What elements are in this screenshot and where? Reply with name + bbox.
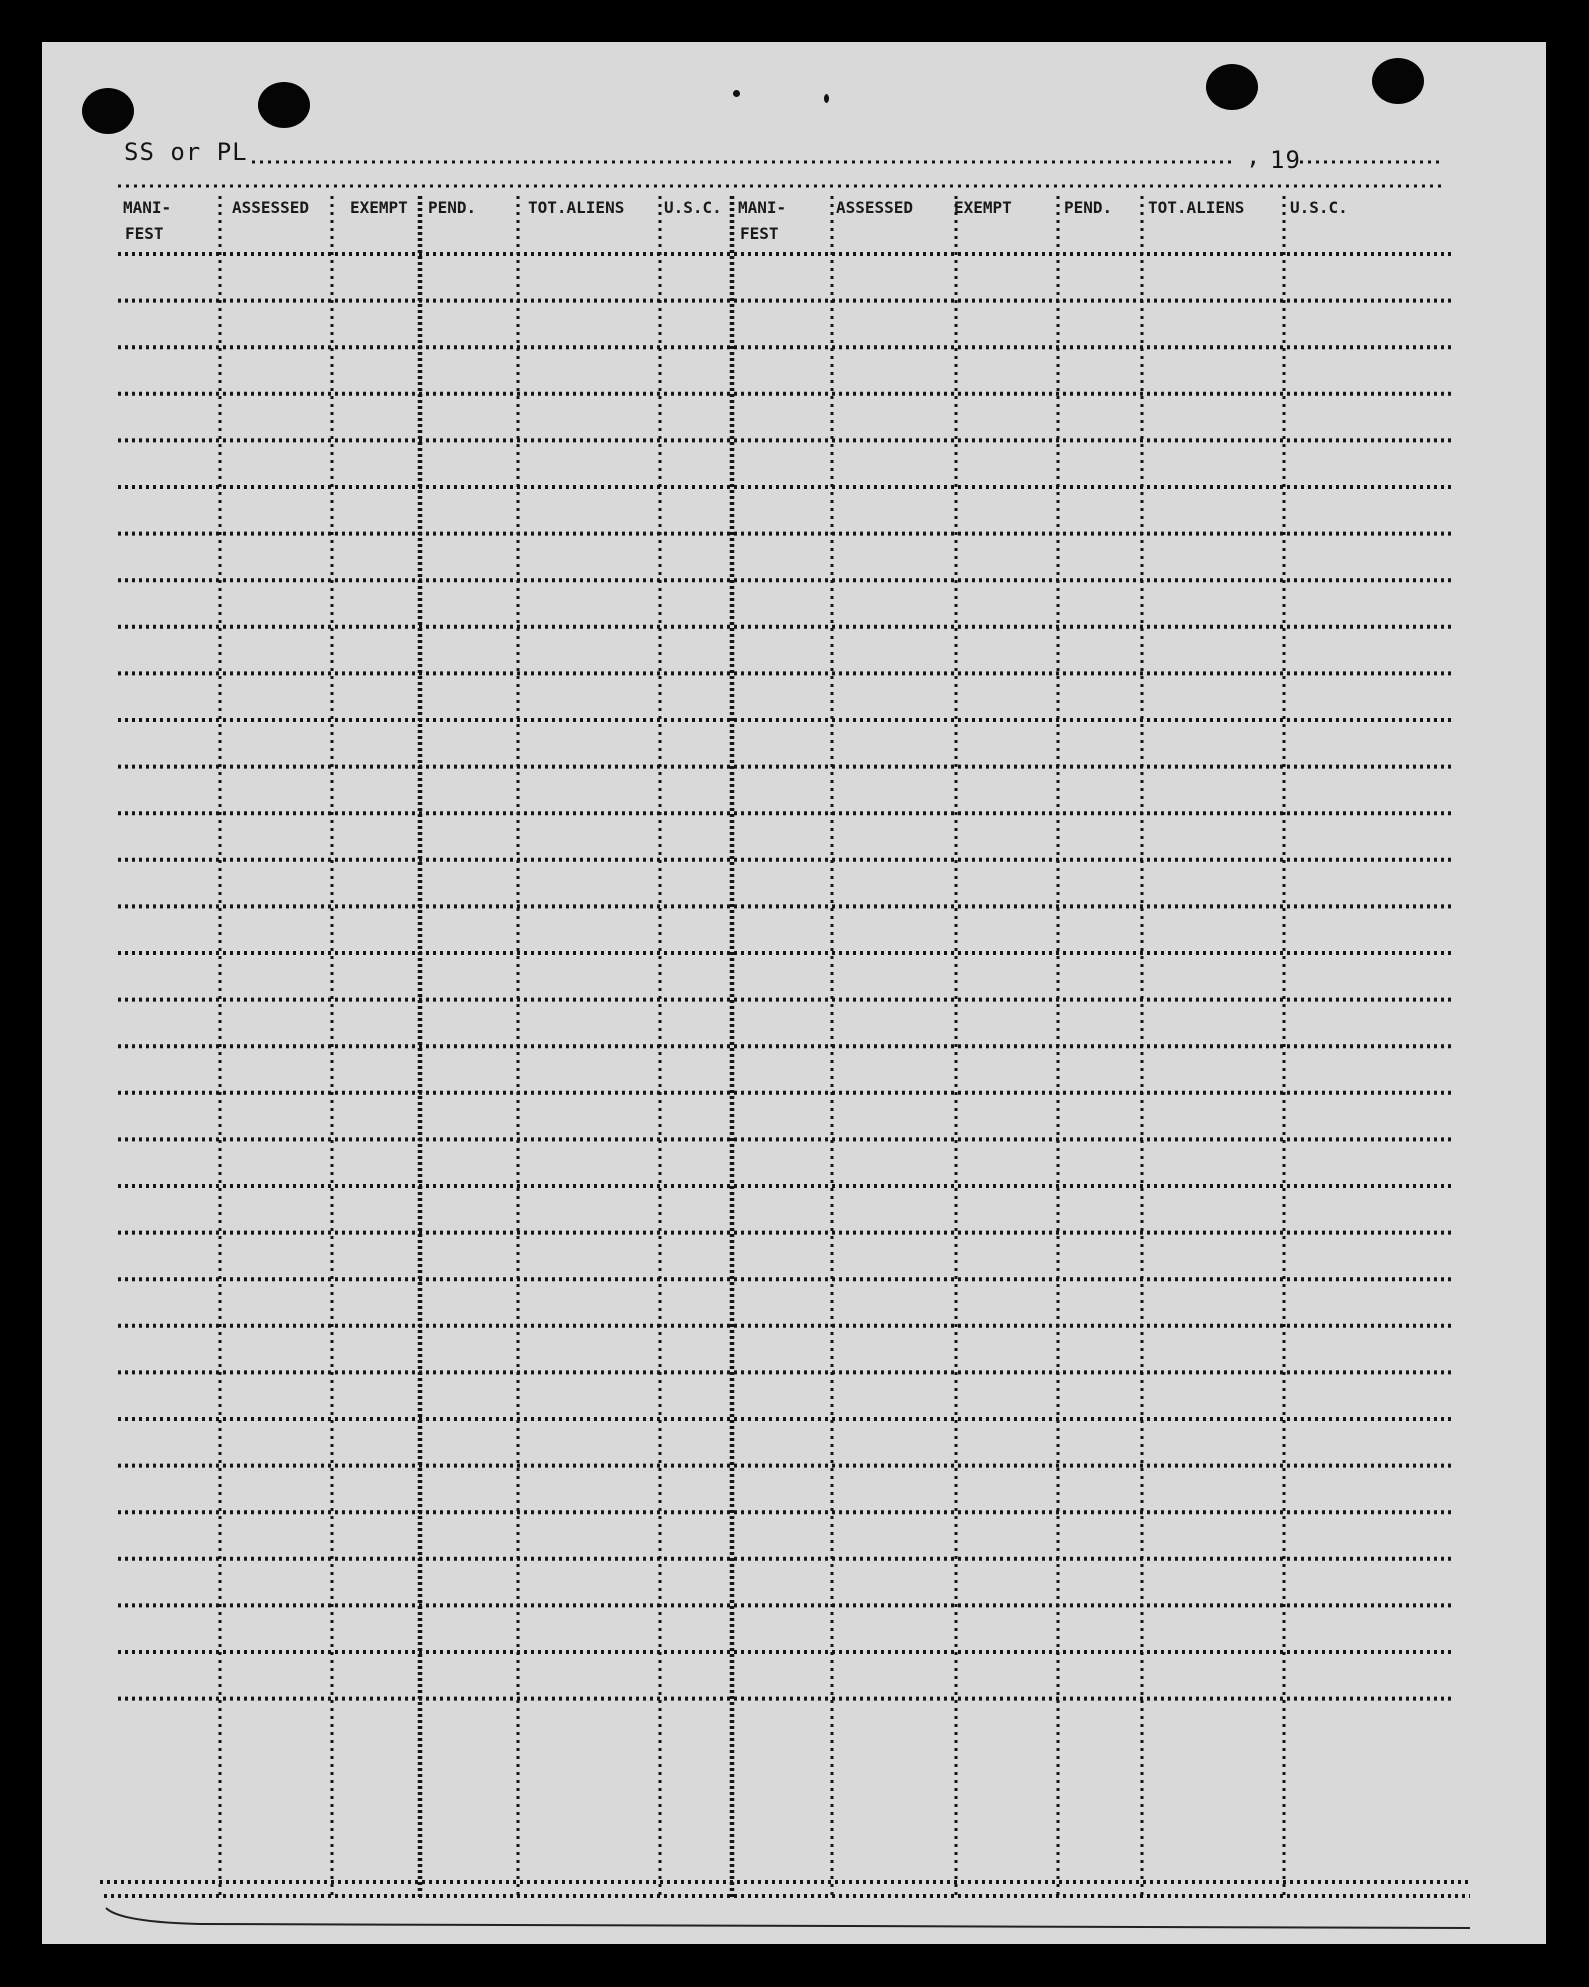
column-header-label: ASSESSED: [232, 198, 310, 217]
column-header-label: TOT.ALIENS: [528, 198, 625, 217]
column-header-label: U.S.C.: [664, 198, 722, 217]
column-header-label: FEST: [125, 224, 164, 243]
year-label: 19: [1270, 146, 1301, 174]
column-header-label: MANI-: [123, 198, 172, 217]
column-header-label: ASSESSED: [836, 198, 914, 217]
pen-underline: [106, 1908, 1470, 1928]
column-header-label: EXEMPT: [954, 198, 1012, 217]
date-separator: ,: [1246, 142, 1262, 170]
column-header-label: FEST: [740, 224, 779, 243]
column-header-label: PEND.: [428, 198, 477, 217]
column-header-label: TOT.ALIENS: [1148, 198, 1245, 217]
column-header-label: MANI-: [738, 198, 787, 217]
column-header-label: PEND.: [1064, 198, 1113, 217]
vessel-label: SS or PL: [124, 138, 248, 166]
column-header-label: EXEMPT: [350, 198, 408, 217]
column-header-label: U.S.C.: [1290, 198, 1348, 217]
